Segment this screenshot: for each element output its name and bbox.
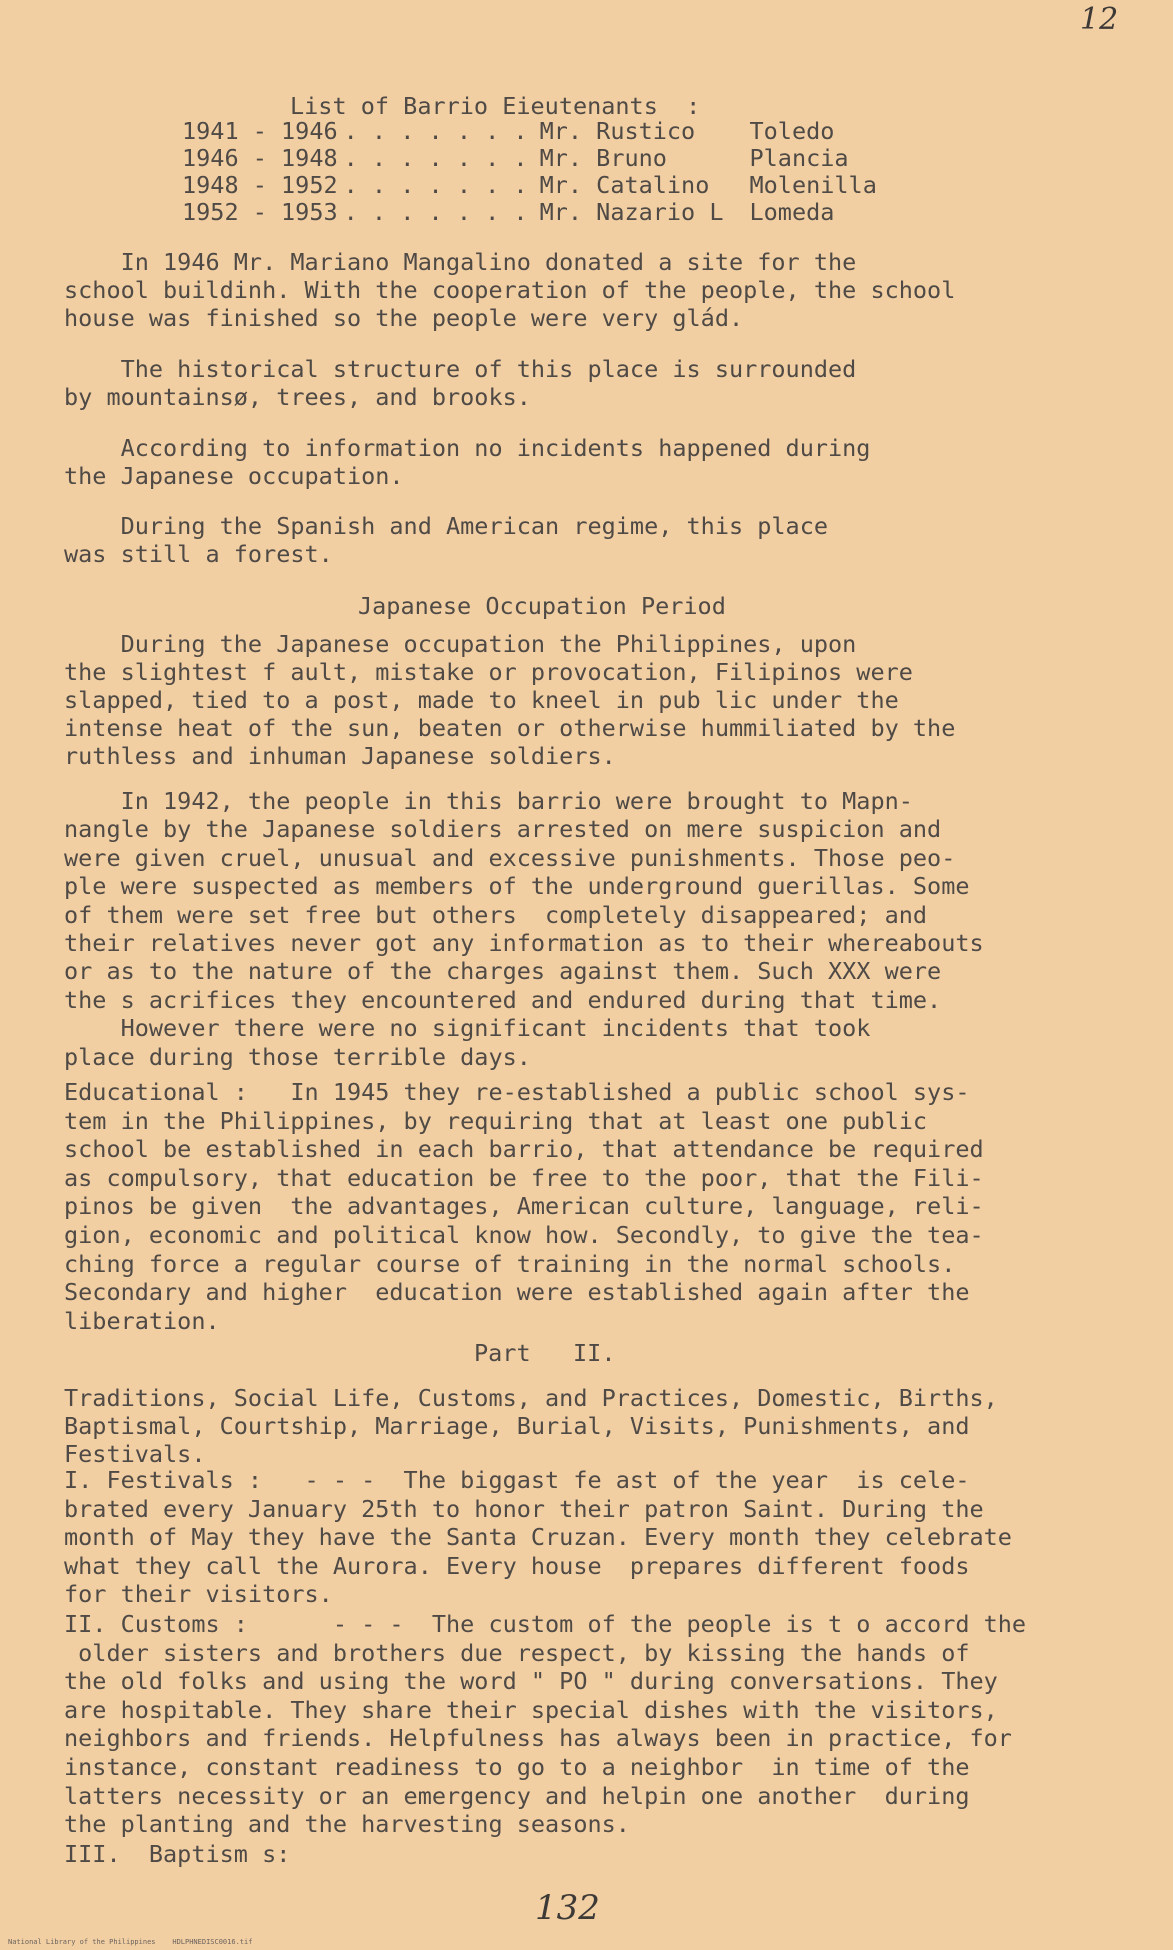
text-line: ple were suspected as members of the underground guerillas. Some xyxy=(64,872,970,901)
text-line: II. Customs : - - - The custom of the people is t o accord the xyxy=(64,1610,1027,1638)
text-line: what they call the Aurora. Every house prepares different foods xyxy=(64,1551,970,1580)
lieutenant-years: 1952 - 1953 xyxy=(182,198,338,226)
text-line: slapped, tied to a post, made to kneel in pub lic under the xyxy=(64,686,899,714)
school-site-paragraph xyxy=(64,248,955,332)
text-line: month of May they have the Santa Cruzan. Every month they celebrate xyxy=(64,1523,1012,1552)
lieutenant-name: Mr. Bruno xyxy=(539,144,667,172)
text-line: the old folks and using the word " PO " during conversations. They xyxy=(64,1667,998,1696)
text-line: was still a forest. xyxy=(64,540,333,568)
lieutenant-dots: . . . . . . . xyxy=(343,144,528,172)
text-line: the planting and the harvesting seasons. xyxy=(64,1810,630,1839)
text-line: tem in the Philippines, by requiring that at least one public xyxy=(64,1106,928,1135)
text-line: According to information no incidents happened during xyxy=(64,434,871,462)
text-line: were given cruel, unusual and excessive punishments. Those peo- xyxy=(64,843,956,872)
page-number-handwritten: 12 xyxy=(1080,2,1119,37)
text-line: instance, constant readiness to go to a neighbor in time of the xyxy=(64,1752,970,1781)
text-line: school be established in each barrio, that attendance be required xyxy=(64,1135,984,1164)
text-line: older sisters and brothers due respect, by kissing the hands of xyxy=(64,1638,970,1667)
japanese-occupation-heading: Japanese Occupation Period xyxy=(358,592,726,620)
footer-page-number-handwritten: 132 xyxy=(535,1888,600,1928)
text-line: pinos be given the advantages, American culture, language, reli- xyxy=(64,1192,984,1221)
lieutenants-table xyxy=(182,118,877,226)
list-heading: List of Barrio Eieutenants : xyxy=(290,92,701,120)
baptism-heading: III. Baptism s: xyxy=(64,1840,291,1868)
text-line: Educational : In 1945 they re-established a public school sys- xyxy=(64,1078,970,1106)
part-ii-topics xyxy=(64,1384,998,1468)
customs-paragraph xyxy=(64,1610,1026,1839)
lieutenant-surname: Molenilla xyxy=(749,171,877,199)
lieutenant-dots: . . . . . . . xyxy=(343,117,528,145)
text-line: ching force a regular course of training in the normal schools. xyxy=(64,1249,956,1278)
text-line: nangle by the Japanese soldiers arrested on mere suspicion and xyxy=(64,815,942,844)
text-line: for their visitors. xyxy=(64,1580,333,1609)
lieutenant-name: Mr. Rustico xyxy=(539,117,696,145)
text-line: of them were set free but others completely disappeared; and xyxy=(64,900,928,929)
lieutenant-name: Mr. Catalino xyxy=(539,171,710,199)
text-line: house was finished so the people were very glád. xyxy=(64,304,744,332)
text-line: the Japanese occupation. xyxy=(64,462,404,490)
text-line: During the Spanish and American regime, this place xyxy=(64,512,829,540)
library-footer: National Library of the Philippines HDLPHNEDISC0016.tif xyxy=(8,1938,253,1946)
lieutenant-row xyxy=(182,145,877,172)
text-line: During the Japanese occupation the Philippines, upon xyxy=(64,630,857,658)
text-line: liberation. xyxy=(64,1306,220,1335)
lieutenant-surname: Lomeda xyxy=(749,198,835,226)
lieutenant-dots: . . . . . . . xyxy=(343,171,528,199)
text-line: Secondary and higher education were established again after the xyxy=(64,1278,970,1307)
text-line: or as to the nature of the charges against them. Such XXX were xyxy=(64,957,942,986)
text-line: neighbors and friends. Helpfulness has always been in practice, for xyxy=(64,1724,1012,1753)
incidents-paragraph xyxy=(64,434,870,490)
text-line: Traditions, Social Life, Customs, and Practices, Domestic, Births, xyxy=(64,1384,998,1412)
text-line: brated every January 25th to honor their patron Saint. During the xyxy=(64,1494,984,1523)
text-line: In 1946 Mr. Mariano Mangalino donated a site for the xyxy=(64,248,857,276)
text-line: In 1942, the people in this barrio were brought to Mapn- xyxy=(64,787,913,815)
structure-paragraph xyxy=(64,355,856,411)
text-line: I. Festivals : - - - The biggast fe ast of the year is cele- xyxy=(64,1466,970,1494)
lieutenant-years: 1941 - 1946 xyxy=(182,117,338,145)
text-line: their relatives never got any information as to their whereabouts xyxy=(64,929,984,958)
text-line: latters necessity or an emergency and helpin one another during xyxy=(64,1781,970,1810)
japanese-paragraph-2 xyxy=(64,787,984,1071)
festivals-paragraph xyxy=(64,1466,1012,1609)
text-line: ruthless and inhuman Japanese soldiers. xyxy=(64,742,616,770)
lieutenant-row xyxy=(182,172,877,199)
lieutenant-years: 1946 - 1948 xyxy=(182,144,338,172)
text-line: The historical structure of this place is surrounded xyxy=(64,355,857,383)
text-line: place during those terrible days. xyxy=(64,1042,531,1071)
text-line: gion, economic and political know how. Secondly, to give the tea- xyxy=(64,1220,984,1249)
lieutenant-surname: Toledo xyxy=(749,117,835,145)
japanese-paragraph-1 xyxy=(64,630,955,770)
lieutenant-dots: . . . . . . . xyxy=(343,198,528,226)
text-line: school buildinh. With the cooperation of the people, the school xyxy=(64,276,956,304)
text-line: the slightest f ault, mistake or provocation, Filipinos were xyxy=(64,658,913,686)
text-line: are hospitable. They share their special dishes with the visitors, xyxy=(64,1695,998,1724)
educational-paragraph xyxy=(64,1078,984,1335)
text-line: However there were no significant incidents that took xyxy=(64,1014,871,1043)
lieutenant-surname: Plancia xyxy=(749,144,849,172)
text-line: as compulsory, that education be free to the poor, that the Fili- xyxy=(64,1163,984,1192)
lieutenant-row xyxy=(182,118,877,145)
regime-paragraph xyxy=(64,512,828,568)
lieutenant-years: 1948 - 1952 xyxy=(182,171,338,199)
text-line: by mountainsø, trees, and brooks. xyxy=(64,383,531,411)
lieutenant-row xyxy=(182,199,877,226)
text-line: Festivals. xyxy=(64,1440,206,1468)
lieutenant-name: Mr. Nazario L xyxy=(539,198,724,226)
part-ii-heading: Part II. xyxy=(474,1339,616,1367)
text-line: the s acrifices they encountered and endured during that time. xyxy=(64,985,942,1014)
text-line: Baptismal, Courtship, Marriage, Burial, Visits, Punishments, and xyxy=(64,1412,970,1440)
text-line: intense heat of the sun, beaten or otherwise hummiliated by the xyxy=(64,714,956,742)
